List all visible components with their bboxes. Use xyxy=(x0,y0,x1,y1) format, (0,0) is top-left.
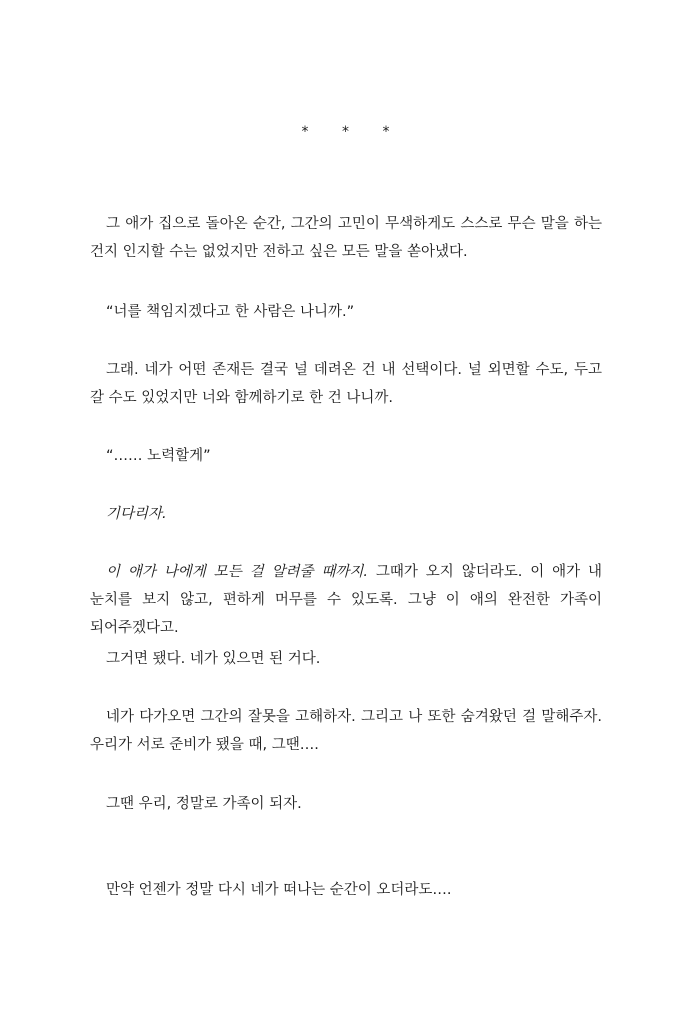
paragraph: 그래. 네가 어떤 존재든 결국 널 데려온 건 내 선택이다. 널 외면할 수도, 두고 갈 수도 있었지만 너와 함께하기로 한 건 나니까. xyxy=(90,362,602,406)
paragraph xyxy=(90,558,602,642)
paragraph: 만약 언젠가 정말 다시 네가 떠나는 순간이 오더라도…. xyxy=(106,882,452,898)
inner-thought: 기다리자. xyxy=(106,506,167,522)
dialogue-line: “너를 책임지겠다고 한 사람은 나니까.” xyxy=(106,304,355,320)
paragraph: 그땐 우리, 정말로 가족이 되자. xyxy=(106,796,302,812)
divider-asterisk: * xyxy=(342,124,349,140)
section-divider xyxy=(0,124,691,140)
paragraph-text: 그때가 오지 않더라도. 이 애가 내 눈치를 보지 않고, 편하게 머무를 수 있도록. 그냥 이 애의 완전한 가족이 되어주겠다고. xyxy=(90,564,603,636)
paragraph: 그 애가 집으로 돌아온 순간, 그간의 고민이 무색하게도 스스로 무슨 말을 하는 건지 인지할 수는 없었지만 전하고 싶은 모든 말을 쏟아냈다. xyxy=(90,216,602,260)
dialogue-line: “…… 노력할게” xyxy=(106,448,211,464)
paragraph: 그거면 됐다. 네가 있으면 된 거다. xyxy=(106,651,321,667)
inner-thought: 이 애가 나에게 모든 걸 알려줄 때까지. xyxy=(106,564,369,580)
paragraph: 네가 다가오면 그간의 잘못을 고해하자. 그리고 나 또한 숨겨왔던 걸 말해주자. 우리가 서로 준비가 됐을 때, 그땐…. xyxy=(90,709,602,753)
divider-asterisk: * xyxy=(301,124,309,140)
divider-asterisk: * xyxy=(382,124,390,140)
